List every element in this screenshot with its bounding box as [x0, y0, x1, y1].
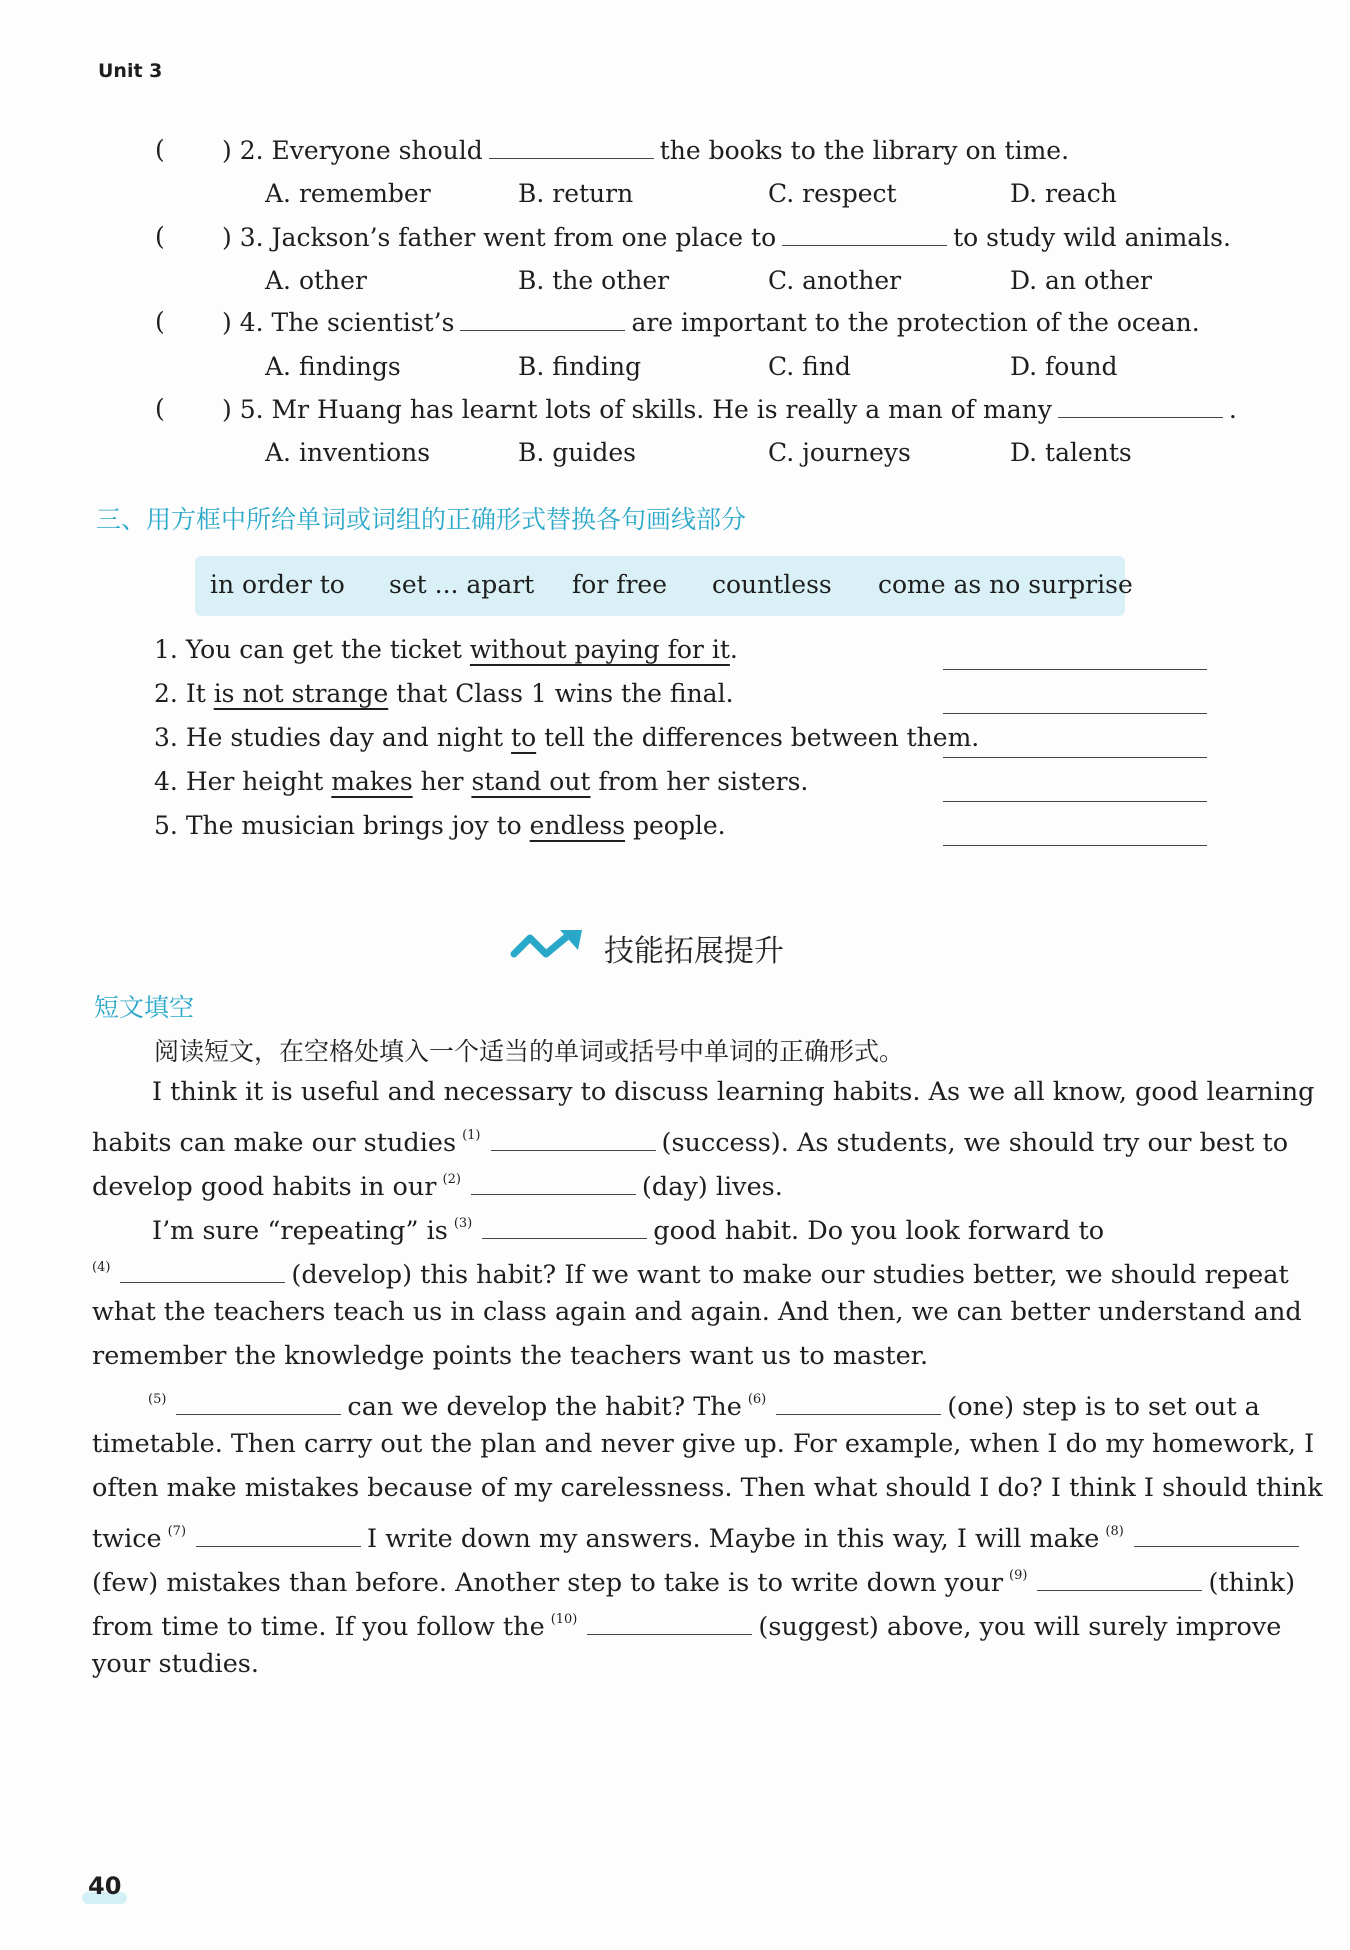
underlined-phrase: is not strange [213, 679, 389, 708]
passage-line: often make mistakes because of my carelessness. Then what should I do? I think I should think [92, 1473, 1323, 1503]
option-b: B. return [518, 179, 634, 208]
question-number: 3. [239, 223, 264, 252]
answer-blank[interactable] [489, 134, 654, 159]
answer-line-1[interactable] [943, 669, 1207, 670]
passage-text: (day) lives. [641, 1172, 783, 1202]
passage-text: (success). As students, we should try our best to [661, 1128, 1289, 1158]
passage-line [152, 1208, 1104, 1247]
passage-line [92, 1252, 1289, 1291]
question-stem-end: the books to the library on time. [659, 136, 1070, 165]
rewrite-sentence-2 [154, 678, 734, 710]
word-set-apart: set ... apart [389, 570, 535, 599]
underlined-phrase: endless [529, 811, 626, 840]
passage-line: I think it is useful and necessary to discuss learning habits. As we all know, good learning [152, 1077, 1315, 1107]
passage-line [92, 1604, 1281, 1643]
passage-line: your studies. [92, 1649, 259, 1679]
sentence-text: You can get the ticket [185, 635, 470, 664]
question-stem: Everyone should [271, 136, 483, 165]
rewrite-sentence-5 [154, 810, 726, 842]
blank-number: (9) [1009, 1568, 1028, 1583]
sentence-text: Her height [185, 767, 332, 796]
sentence-number: 2. [154, 679, 178, 708]
option-c: C. another [768, 266, 902, 295]
answer-line-3[interactable] [943, 757, 1207, 758]
unit-label: Unit 3 [98, 60, 163, 82]
sentence-text: from her sisters. [590, 767, 809, 796]
option-b: B. the other [518, 266, 670, 295]
page-number: 40 [88, 1872, 122, 1900]
passage-line [92, 1516, 1299, 1555]
option-c: C. find [768, 352, 851, 381]
cloze-blank-1[interactable] [491, 1126, 656, 1151]
word-in-order-to: in order to [210, 570, 345, 599]
underlined-phrase: makes [331, 767, 413, 796]
underlined-phrase: to [511, 723, 537, 752]
sentence-text: people. [625, 811, 726, 840]
option-d: D. found [1010, 352, 1118, 381]
cloze-blank-6[interactable] [776, 1390, 941, 1415]
sentence-text: tell the differences between them. [536, 723, 980, 752]
question-stem-end: are important to the protection of the ocean. [631, 308, 1200, 337]
blank-number: (8) [1105, 1524, 1124, 1539]
option-b: B. guides [518, 438, 636, 467]
cloze-blank-2[interactable] [471, 1170, 636, 1195]
passage-line: what the teachers teach us in class again and again. And then, we can better understand and [92, 1297, 1302, 1327]
passage-line: remember the knowledge points the teachers want us to master. [92, 1341, 929, 1371]
answer-blank[interactable] [782, 221, 947, 246]
cloze-blank-3[interactable] [482, 1214, 647, 1239]
sentence-number: 3. [154, 723, 178, 752]
passage-line [148, 1384, 1260, 1423]
passage-text: I write down my answers. Maybe in this way, I will make [367, 1524, 1100, 1554]
section-3-heading: 三、用方框中所给单词或词组的正确形式替换各句画线部分 [96, 505, 747, 534]
option-c: C. respect [768, 179, 897, 208]
passage-text: (develop) this habit? If we want to make our studies better, we should repeat [291, 1260, 1289, 1290]
passage-line [92, 1164, 783, 1203]
answer-line-4[interactable] [943, 801, 1207, 802]
sentence-number: 1. [154, 635, 178, 664]
sentence-text: her [412, 767, 472, 796]
option-c: C. journeys [768, 438, 911, 467]
passage-text: from time to time. If you follow the [92, 1612, 545, 1642]
option-d: D. an other [1010, 266, 1152, 295]
sentence-text: He studies day and night [185, 723, 512, 752]
blank-number: (1) [462, 1128, 481, 1143]
passage-text: habits can make our studies [92, 1128, 457, 1158]
question-stem: Jackson’s father went from one place to [271, 223, 777, 252]
rewrite-sentence-1 [154, 634, 738, 666]
option-a: A. other [265, 266, 367, 295]
sentence-text: that Class 1 wins the final. [388, 679, 734, 708]
passage-text: I’m sure “repeating” is [152, 1216, 448, 1246]
question-stem: Mr Huang has learnt lots of skills. He is really a man of many [271, 395, 1052, 424]
option-b: B. finding [518, 352, 642, 381]
passage-text: (think) [1208, 1568, 1296, 1598]
trend-arrow-icon [510, 928, 586, 962]
word-countless: countless [712, 570, 832, 599]
sentence-number: 4. [154, 767, 178, 796]
passage-line: timetable. Then carry out the plan and never give up. For example, when I do my homework, I [92, 1429, 1315, 1459]
answer-blank[interactable] [460, 306, 625, 331]
question-stem-end: to study wild animals. [953, 223, 1231, 252]
passage-text: can we develop the habit? The [347, 1392, 742, 1422]
passage-text: develop good habits in our [92, 1172, 437, 1202]
question-stem: The scientist’s [271, 308, 455, 337]
word-for-free: for free [572, 570, 667, 599]
cloze-blank-9[interactable] [1037, 1566, 1202, 1591]
underlined-phrase: without paying for it [469, 635, 730, 664]
sentence-number: 5. [154, 811, 178, 840]
question-number: 2. [239, 136, 264, 165]
question-number: 4. [239, 308, 264, 337]
answer-blank[interactable] [1058, 393, 1223, 418]
rewrite-sentence-3 [154, 722, 979, 754]
passage-text: (one) step is to set out a [947, 1392, 1260, 1422]
blank-number: (4) [92, 1260, 111, 1275]
passage-text: (suggest) above, you will surely improve [758, 1612, 1282, 1642]
passage-text: good habit. Do you look forward to [653, 1216, 1105, 1246]
cloze-blank-8[interactable] [1134, 1522, 1299, 1547]
option-a: A. remember [265, 179, 431, 208]
blank-number: (2) [442, 1172, 461, 1187]
passage-text: twice [92, 1524, 162, 1554]
word-box [195, 556, 1133, 616]
cloze-heading: 短文填空 [94, 993, 195, 1022]
answer-line-5[interactable] [943, 845, 1207, 846]
sentence-text: It [185, 679, 214, 708]
option-a: A. findings [265, 352, 401, 381]
blank-number: (6) [747, 1392, 767, 1407]
sentence-text: The musician brings joy to [185, 811, 530, 840]
blank-number: (3) [453, 1216, 473, 1231]
blank-number: (7) [167, 1524, 187, 1539]
skill-section-title: 技能拓展提升 [604, 934, 784, 969]
cloze-blank-5[interactable] [176, 1390, 341, 1415]
passage-line [92, 1560, 1295, 1599]
blank-number: (5) [148, 1392, 167, 1407]
passage-text: (few) mistakes than before. Another step to take is to write down your [92, 1568, 1004, 1598]
word-come-as-no-surprise: come as no surprise [878, 570, 1133, 599]
cloze-instruction: 阅读短文，在空格处填入一个适当的单词或括号中单词的正确形式。 [154, 1037, 905, 1066]
sentence-text: . [729, 635, 738, 664]
rewrite-sentence-4 [154, 766, 808, 798]
answer-line-2[interactable] [943, 713, 1207, 714]
passage-line [92, 1120, 1288, 1159]
cloze-blank-4[interactable] [120, 1258, 285, 1283]
option-d: D. talents [1010, 438, 1132, 467]
option-a: A. inventions [265, 438, 431, 467]
underlined-phrase: stand out [471, 767, 591, 796]
question-stem-end: . [1228, 395, 1237, 424]
cloze-blank-10[interactable] [587, 1610, 752, 1635]
option-d: D. reach [1010, 179, 1117, 208]
question-number: 5. [239, 395, 264, 424]
blank-number: (10) [550, 1612, 578, 1627]
cloze-blank-7[interactable] [196, 1522, 361, 1547]
